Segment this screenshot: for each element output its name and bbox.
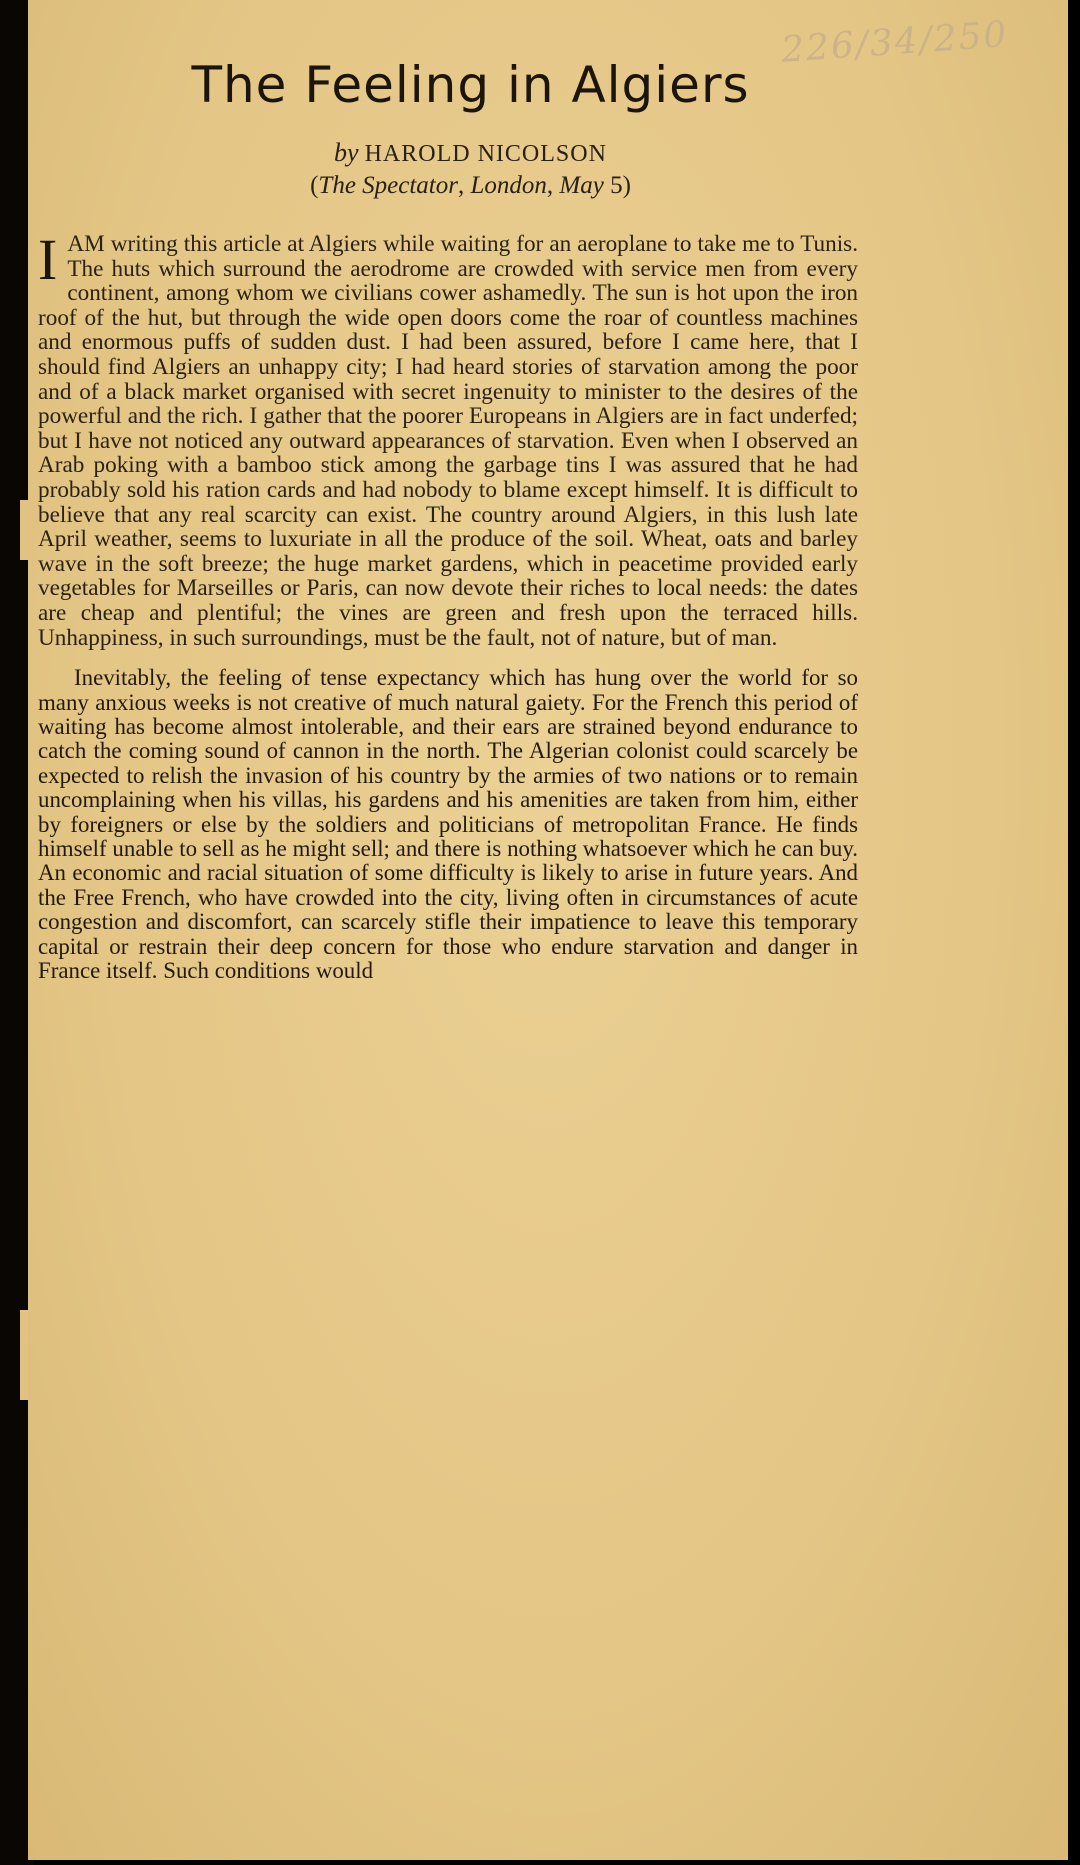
drop-cap: I [38,227,58,292]
source-month: May [559,172,604,199]
paragraph-2: Inevitably, the feeling of tense expectancy which has hung over the world for so many anxious weeks is not creative of much natural gaiety. For the French this period of waiting has become almost intolerable, and their ears are strained beyond endurance to catch the coming sound of cannon in the north. The Algerian colonist could scarcely be expected to relish the invasion of his country by the armies of two nations or to remain uncomplaining when his villas, his gardens and his amenities are taken from him, either by foreigners or else by the soldiers and politicians of metropolitan France. He finds himself unable to sell as he might sell; and there is nothing whatsoever which he can buy. An economic and racial situation of some difficulty is likely to arise in future years. And the Free French, who have crowded into the city, living often in circumstances of acute congestion and discomfort, can scarcely stifle their impatience to leave this temporary capital or restrain their deep concern for those who endure starvation and danger in France itself. Such conditions would [38,665,858,983]
catalog-mark: 226/34/250 [779,14,1010,71]
byline [28,138,913,168]
source-publication: The Spectator [318,172,458,199]
paragraph-1-text: AM writing this article at Algiers while waiting for an aeroplane to take me to Tunis. The huts which surround the aerodrome are crowded with service men from every continent, among whom we civilians cower ashamedly. The sun is hot upon the iron roof of the hut, but through the wide open doors come the roar of countless machines and enormous puffs of sudden dust. I had been assured, before I came here, that I should find Algiers an unhappy city; I had heard stories of starvation among the poor and of a black market organised with secret ingenuity to minister to the desires of the powerful and the rich. I gather that the poorer Europeans in Algiers are in fact underfed; but I have not noticed any outward appearances of starvation. Even when I observed an Arab poking with a bamboo stick among the garbage tins I was assured that he had probably sold his ration cards and had nobody to blame except himself. It is difficult to believe that any real scarcity can exist. The country around Algiers, in this lush late April weather, seems to luxuriate in all the produce of the soil. Wheat, oats and barley wave in the soft breeze; the huge market gardens, which in peacetime provided early vegetables for Marseilles or Paris, can now devote their riches to local needs: the dates are cheap and plentiful; the vines are green and fresh upon the terraced hills. Unhappiness, in such surroundings, must be the fault, not of nature, but of man. [38,231,858,651]
source-line [28,172,913,200]
byline-prefix: by [334,138,359,167]
newspaper-clipping [28,0,1068,1860]
source-date-sep: , [546,172,560,199]
source-city: London [470,172,547,199]
source-day: 5) [603,172,631,199]
article-title: The Feeling in Algiers [191,56,750,114]
source-sep: , [458,172,471,199]
paragraph-1 [38,227,858,651]
author-name: HAROLD NICOLSON [364,141,607,167]
source-open: ( [310,172,319,199]
article-body [38,227,858,983]
